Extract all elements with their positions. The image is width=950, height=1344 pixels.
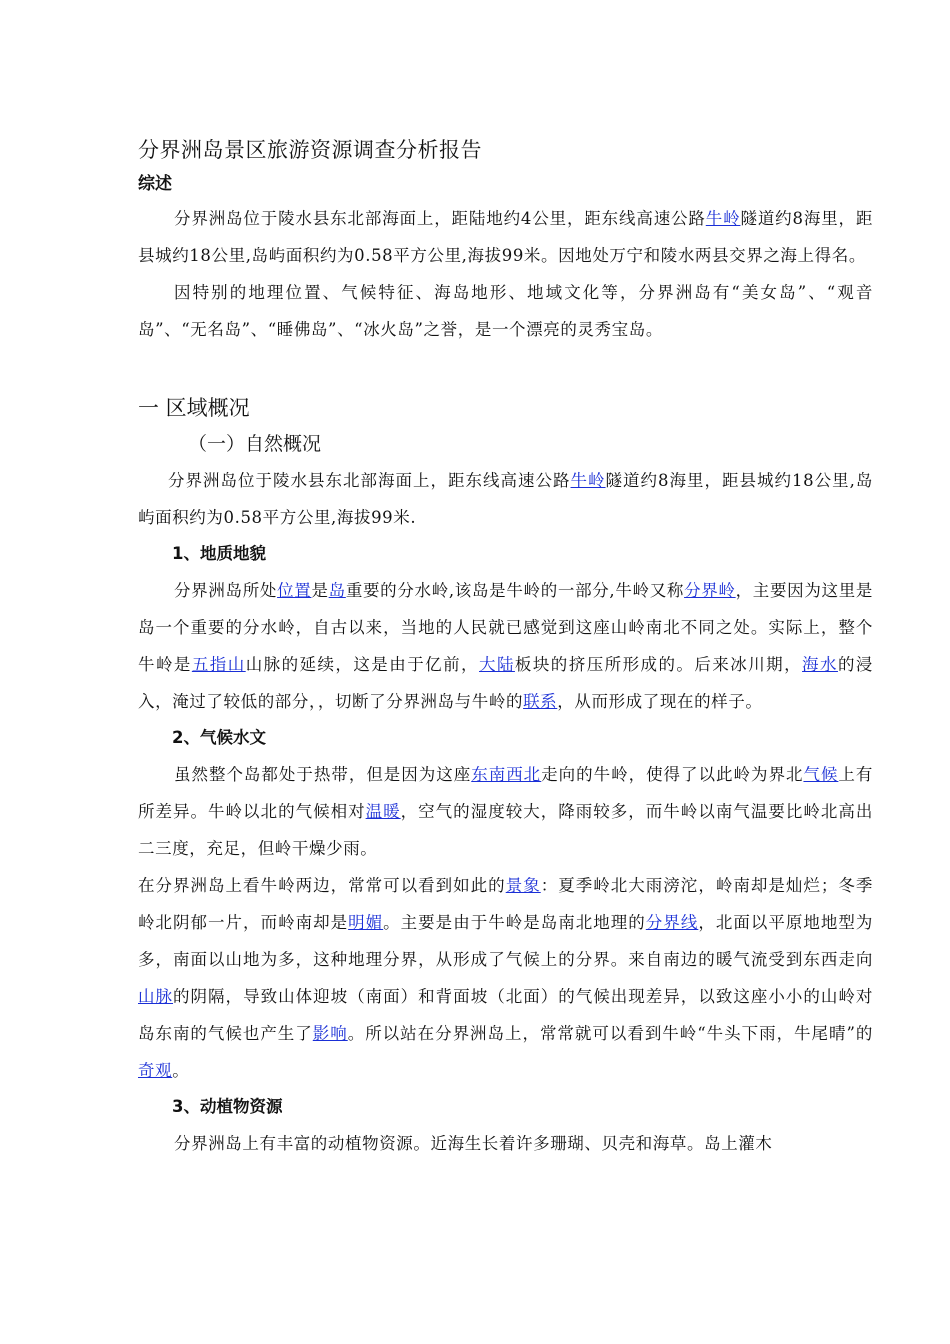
text-run: ：夏季岭北大雨滂沱，岭南却是灿烂；冬季岭北阴郁一片，而岭南却是 bbox=[138, 876, 874, 932]
inline-link[interactable]: 温暖 bbox=[365, 802, 401, 821]
text-run: 山脉的延续，这是由于亿前， bbox=[245, 655, 479, 674]
text-run: 虽然整个岛都处于热带，但是因为这座 bbox=[174, 765, 472, 784]
geology-heading: 1、地质地貌 bbox=[172, 544, 266, 563]
inline-link[interactable]: 山脉 bbox=[138, 987, 174, 1006]
text-run: 分界洲岛位于陵水县东北部海面上，距陆地约4公里，距东线高速公路 bbox=[174, 209, 706, 228]
inline-link[interactable]: 分界岭 bbox=[684, 581, 736, 600]
inline-link[interactable]: 奇观 bbox=[138, 1061, 173, 1080]
text-run: 隧道约8海里，距县城约18公里,岛屿面积约为0.58平方公里,海拔99米. bbox=[138, 471, 873, 527]
inline-link[interactable]: 五指山 bbox=[191, 655, 246, 674]
document-page bbox=[138, 132, 873, 1162]
flora-fauna-heading: 3、动植物资源 bbox=[172, 1097, 283, 1116]
text-run: 的阴隔，导致山体迎坡（南面）和背面坡（北面）的气候出现差异，以致这座小小的山岭对岛东南的气候也产生了 bbox=[138, 987, 874, 1043]
inline-link[interactable]: 景象 bbox=[505, 876, 541, 895]
geology-paragraph bbox=[138, 572, 873, 720]
text-run: 上有所差异。牛岭以北的气候相对 bbox=[138, 765, 873, 821]
inline-link[interactable]: 东南西北 bbox=[471, 765, 542, 784]
text-run: 是 bbox=[311, 581, 329, 600]
inline-link[interactable]: 位置 bbox=[277, 581, 312, 600]
climate-paragraph-2 bbox=[138, 867, 873, 1089]
text-run: 重要的分水岭,该岛是牛岭的一部分,牛岭又称 bbox=[345, 581, 685, 600]
inline-link[interactable]: 牛岭 bbox=[570, 471, 606, 490]
inline-link[interactable]: 气候 bbox=[803, 765, 839, 784]
text-run: ，从而形成了现在的样子。 bbox=[557, 692, 763, 711]
text-run: 。主要是由于牛岭是岛南北地理的 bbox=[383, 913, 646, 932]
inline-link[interactable]: 分界线 bbox=[645, 913, 699, 932]
overview-paragraph-1 bbox=[138, 200, 873, 274]
text-run: 。 bbox=[172, 1061, 190, 1080]
text-run: 在分界洲岛上看牛岭两边，常常可以看到如此的 bbox=[138, 876, 506, 895]
natural-overview-paragraph bbox=[138, 462, 873, 536]
overview-heading: 综述 bbox=[138, 174, 172, 194]
text-run: ，北面以平原地地型为多，南面以山地为多，这种地理分界，从形成了气候上的分界。来自南边的暖气流受到东西走向 bbox=[138, 913, 874, 969]
inline-link[interactable]: 海水 bbox=[802, 655, 838, 674]
natural-overview-heading: （一）自然概况 bbox=[188, 433, 322, 455]
document-title: 分界洲岛景区旅游资源调查分析报告 bbox=[138, 138, 482, 162]
text-run: 走向的牛岭，使得了以此岭为界北 bbox=[541, 765, 804, 784]
text-run: 板块的挤压所形成的。后来冰川期， bbox=[514, 655, 803, 674]
inline-link[interactable]: 明媚 bbox=[348, 913, 384, 932]
overview-paragraph-2: 因特别的地理位置、气候特征、海岛地形、地域文化等，分界洲岛有“美女岛”、“观音岛”、“无名岛”、“睡佛岛”、“冰火岛”之誉，是一个漂亮的灵秀宝岛。 bbox=[138, 283, 873, 339]
section-1-heading: 一 区域概况 bbox=[138, 396, 250, 420]
text-run: 分界洲岛位于陵水县东北部海面上，距东线高速公路 bbox=[168, 471, 571, 490]
text-run: 的浸入，淹过了较低的部分，，切断了分界洲岛与牛岭的 bbox=[138, 655, 873, 711]
inline-link[interactable]: 岛 bbox=[328, 581, 346, 600]
text-run: ，主要因为这里是岛一个重要的分水岭，自古以来，当地的人民就已感觉到这座山岭南北不同之处。实际上，整个牛岭是 bbox=[138, 581, 873, 674]
text-run: 隧道约8海里，距县城约18公里,岛屿面积约为0.58平方公里,海拔99米。因地处万宁和陵水两县交界之海上得名。 bbox=[138, 209, 873, 265]
climate-paragraph-1 bbox=[138, 756, 873, 867]
text-run: 。所以站在分界洲岛上，常常就可以看到牛岭“牛头下雨，牛尾晴”的 bbox=[347, 1024, 873, 1043]
inline-link[interactable]: 联系 bbox=[523, 692, 558, 711]
inline-link[interactable]: 大陆 bbox=[479, 655, 515, 674]
inline-link[interactable]: 牛岭 bbox=[705, 209, 741, 228]
climate-heading: 2、气候水文 bbox=[172, 728, 266, 747]
text-run: ，空气的湿度较大，降雨较多，而牛岭以南气温要比岭北高出二三度，充足，但岭干燥少雨。 bbox=[138, 802, 873, 858]
flora-fauna-paragraph: 分界洲岛上有丰富的动植物资源。近海生长着许多珊瑚、贝壳和海草。岛上灌木 bbox=[174, 1134, 773, 1153]
text-run: 分界洲岛所处 bbox=[174, 581, 278, 600]
inline-link[interactable]: 影响 bbox=[312, 1024, 348, 1043]
